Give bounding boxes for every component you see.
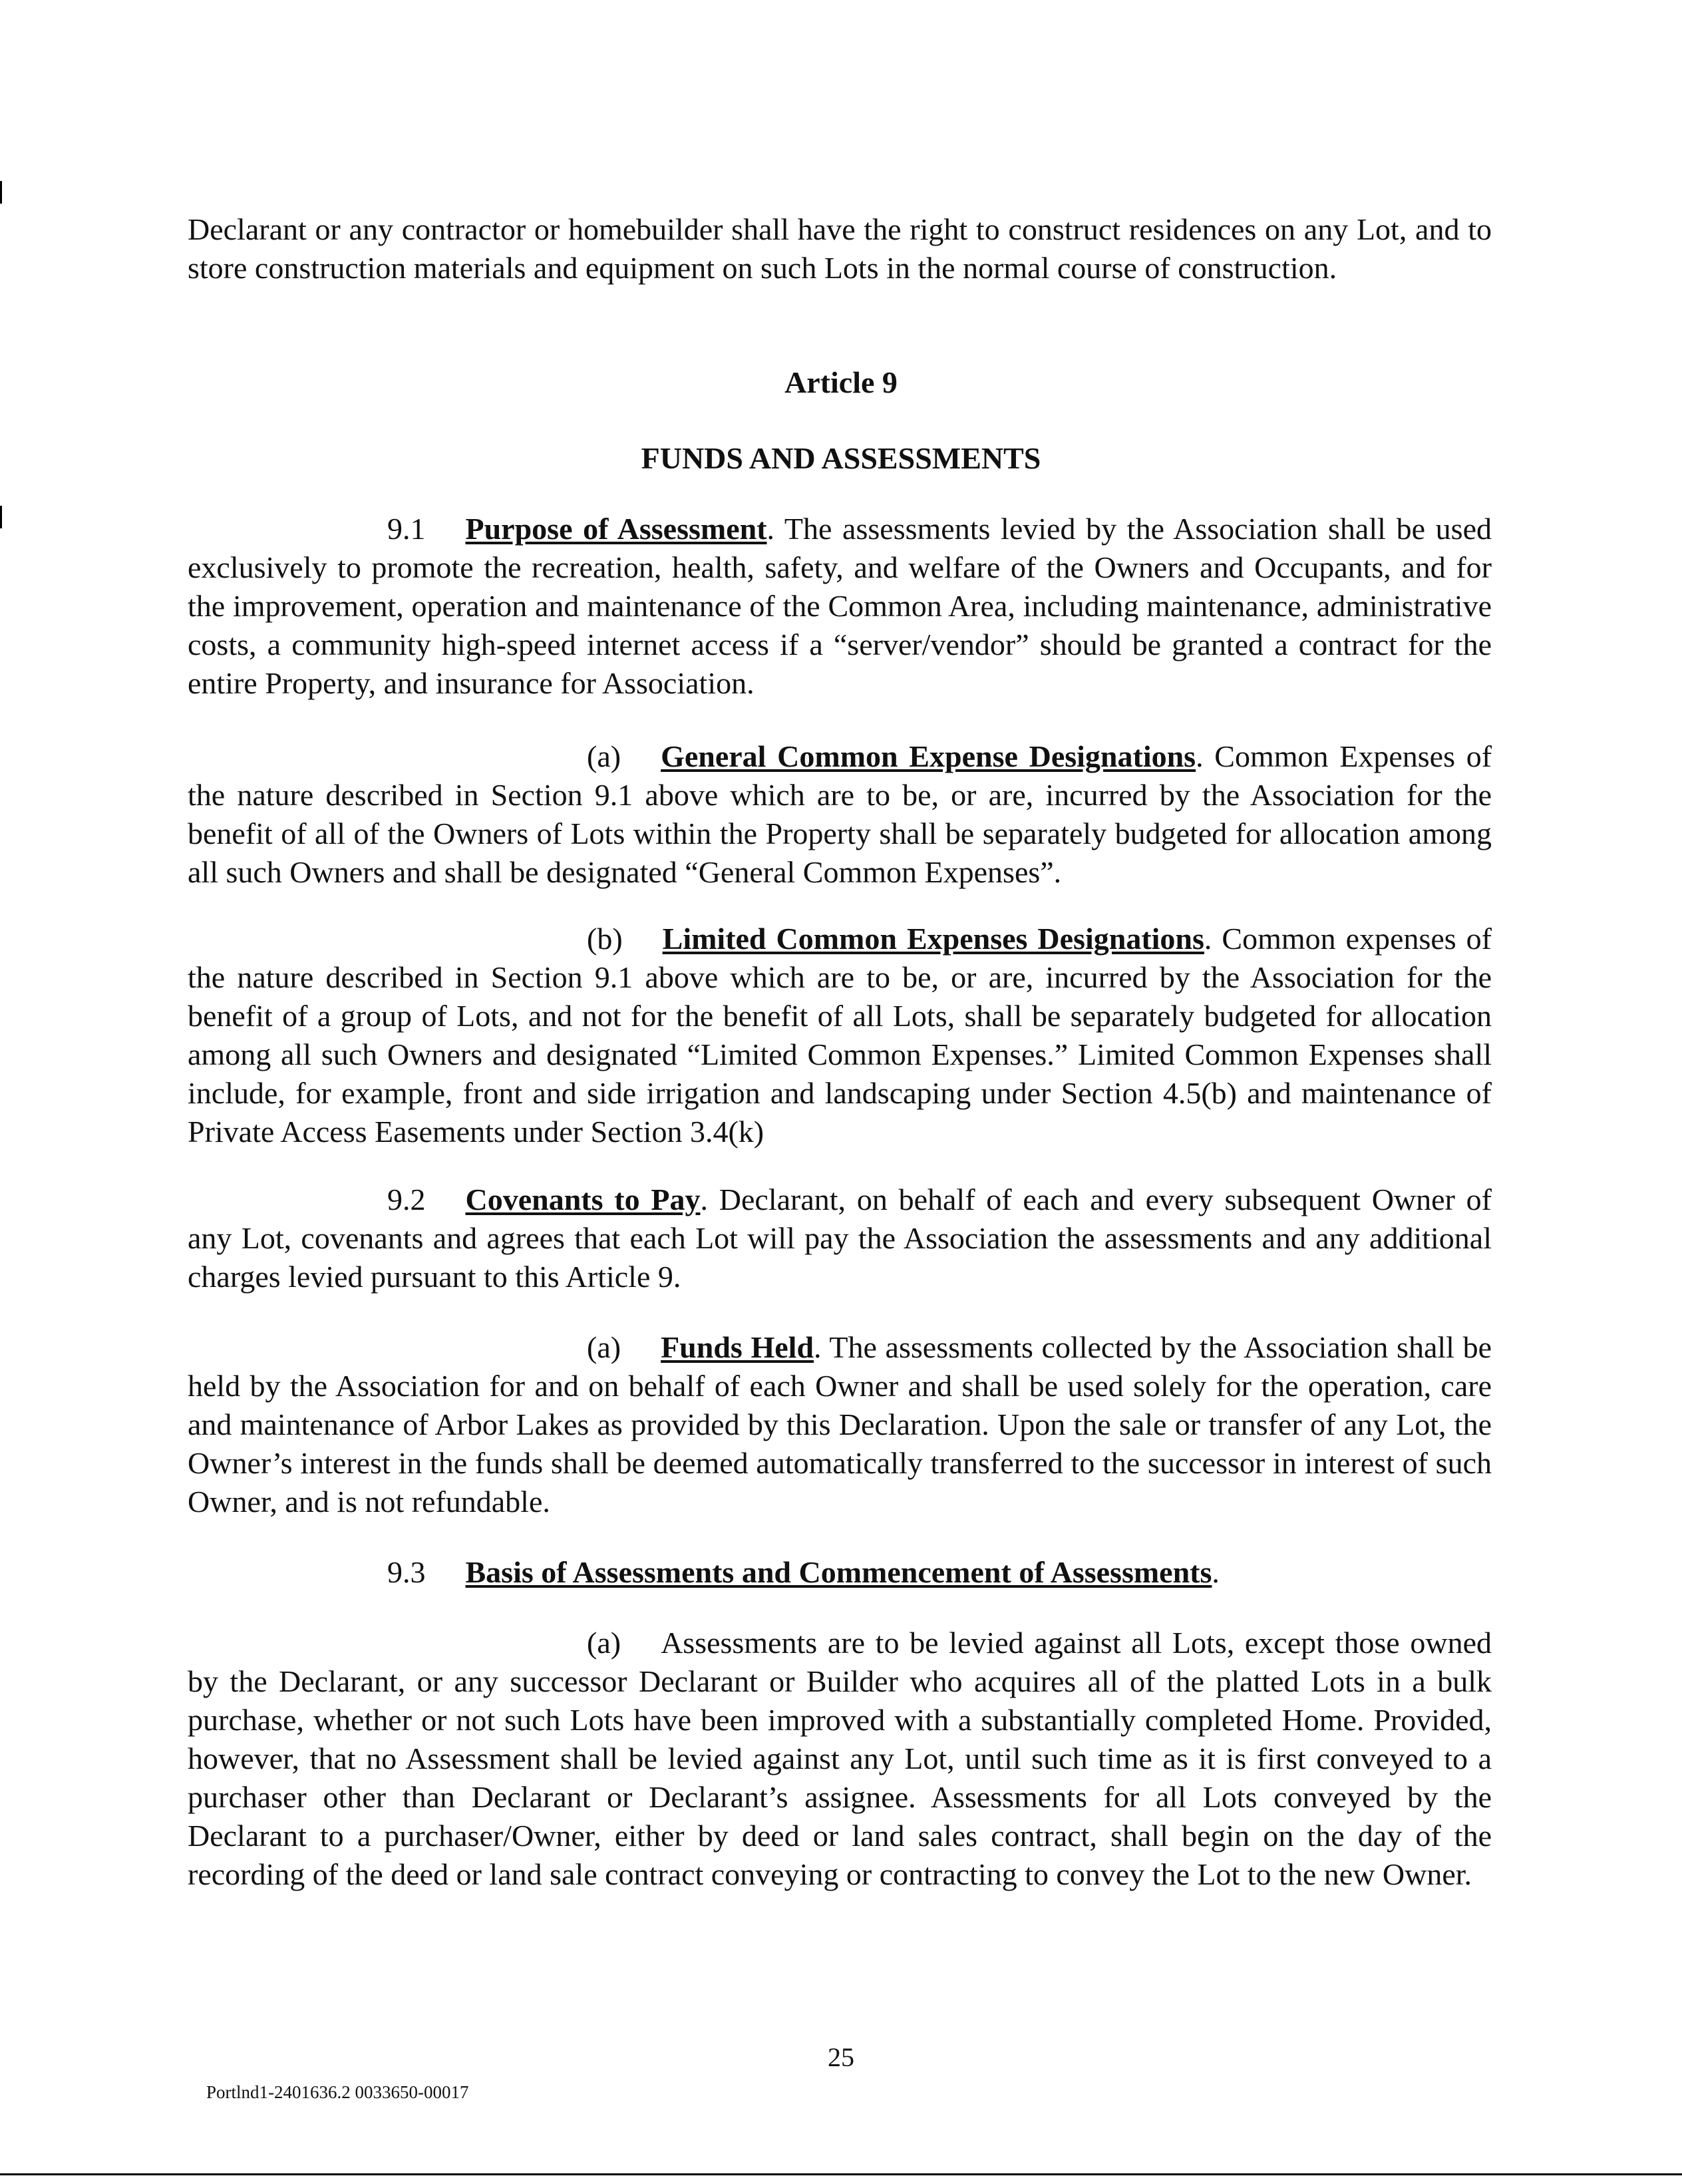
section-text: . Declarant, on behalf of each and every subsequent Owner of any Lot, covenants and agrees that each Lot will pay the Association the assessments and any additional charges levied pursuant to this Article 9. [188, 1183, 1492, 1294]
intro-paragraph [188, 210, 1492, 287]
section-title: Basis of Assessments and Commencement of Assessments [465, 1555, 1212, 1589]
section-9-1-a [188, 737, 1492, 892]
section-9-3-a [188, 1624, 1492, 1894]
scan-edge-line [0, 2173, 1682, 2175]
subsection-text: . Common Expenses of the nature described in Section 9.1 above which are to be, or are, incurred by the Association for the benefit of all of the Owners of Lots within the Property shall be separately budgeted for allocation among all such Owners and shall be designated “General Common Expenses”. [188, 739, 1492, 889]
scan-edge-mark [0, 506, 2, 528]
subsection-letter: (b) [587, 922, 623, 956]
article-number: Article 9 [784, 365, 898, 399]
section-9-2-a [188, 1328, 1492, 1521]
subsection-title: Funds Held [661, 1330, 814, 1364]
subsection-title: Limited Common Expenses Designations [662, 922, 1204, 956]
scan-edge-mark [0, 181, 2, 204]
section-title: Purpose of Assessment [465, 512, 767, 546]
section-9-2 [188, 1181, 1492, 1296]
section-number: 9.3 [387, 1555, 426, 1589]
subsection-letter: (a) [587, 1626, 621, 1660]
section-title: Covenants to Pay [465, 1183, 701, 1216]
section-text: . The assessments levied by the Association shall be used exclusively to promote the recreation, health, safety, and welfare of the Owners and Occupants, and for the improvement, operation and maintenance of the Common Area, including maintenance, administrative costs, a community high-speed internet access if a “server/vendor” should be granted a contract for the entire Property, and insurance for Association. [188, 512, 1492, 700]
section-9-1-b [188, 920, 1492, 1151]
subsection-title: General Common Expense Designations [661, 739, 1196, 773]
section-9-3 [188, 1553, 1492, 1592]
article-title: FUNDS AND ASSESSMENTS [641, 441, 1041, 475]
section-number: 9.1 [387, 512, 426, 546]
section-9-1 [188, 510, 1492, 703]
section-text: . [1212, 1555, 1220, 1589]
subsection-text: . The assessments collected by the Association shall be held by the Association for and on behalf of each Owner and shall be used solely for the operation, care and maintenance of Arbor Lakes as provided by this Declaration. Upon the sale or transfer of any Lot, the Owner’s interest in the funds shall be deemed automatically transferred to the successor in interest of such Owner, and is not refundable. [188, 1330, 1492, 1519]
document-id: Portlnd1-2401636.2 0033650-00017 [206, 2082, 469, 2102]
intro-text: Declarant or any contractor or homebuilder shall have the right to construct residences on any Lot, and to store construction materials and equipment on such Lots in the normal course of construction. [188, 212, 1492, 285]
subsection-letter: (a) [587, 1330, 621, 1364]
section-number: 9.2 [387, 1183, 426, 1216]
subsection-letter: (a) [587, 739, 621, 773]
subsection-text: . Common expenses of the nature described in Section 9.1 above which are to be, or are, incurred by the Association for the benefit of a group of Lots, and not for the benefit of all Lots, shall be separately budgeted for allocation among all such Owners and designated “Limited Common Expenses.” Limited Common Expenses shall include, for example, front and side irrigation and landscaping under Section 4.5(b) and maintenance of Private Access Easements under Section 3.4(k) [188, 922, 1492, 1149]
page-number: 25 [828, 2042, 854, 2072]
subsection-text: Assessments are to be levied against all Lots, except those owned by the Declarant, or any successor Declarant or Builder who acquires all of the platted Lots in a bulk purchase, whether or not such Lots have been improved with a substantially completed Home. Provided, however, that no Assessment shall be levied against any Lot, until such time as it is first conveyed to a purchaser other than Declarant or Declarant’s assignee. Assessments for all Lots conveyed by the Declarant to a purchaser/Owner, either by deed or land sales contract, shall begin on the day of the recording of the deed or land sale contract conveying or contracting to convey the Lot to the new Owner. [188, 1626, 1492, 1891]
